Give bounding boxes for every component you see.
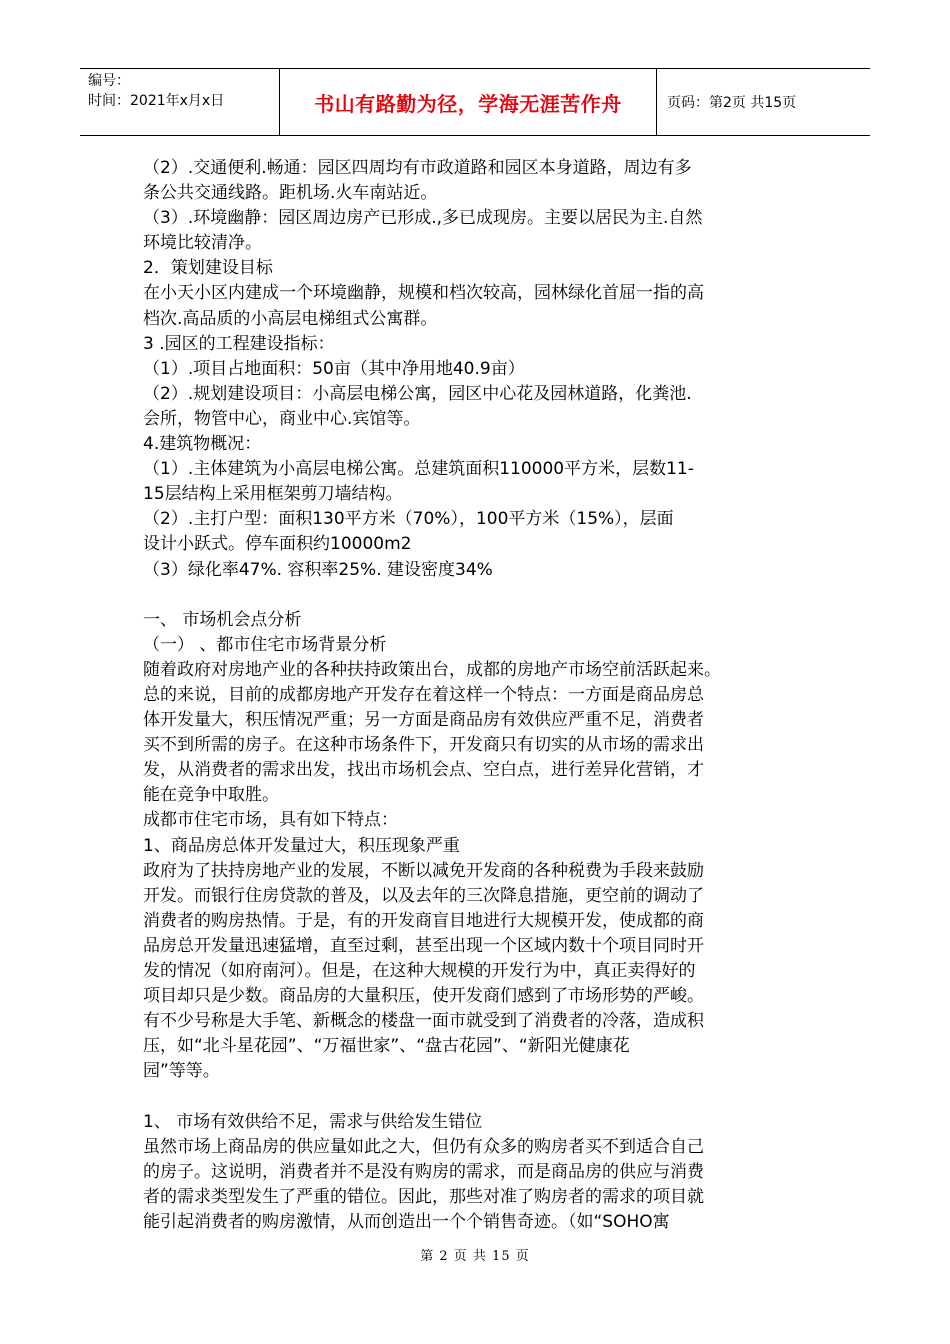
body-line: 15层结构上采用框架剪刀墙结构。 [143,484,403,505]
document-number-label: 编号： [88,73,130,89]
body-line: 条公共交通线路。距机场.火车南站近。 [143,183,438,204]
body-line: 虽然市场上商品房的供应量如此之大，但仍有众多的购房者买不到适合自己 [143,1136,704,1157]
body-line: 开发。而银行住房贷款的普及，以及去年的三次降息措施，更空前的调动了 [143,885,704,906]
blank-line [143,583,823,608]
header-page-info: 页码：第2页 共15页 [667,95,797,111]
body-line: 在小天小区内建成一个环境幽静，规模和档次较高，园林绿化首屈一指的高 [143,283,704,304]
body-line: 政府为了扶持房地产业的发展，不断以减免开发商的各种税费为手段来鼓励 [143,860,704,881]
body-line: 会所，物管中心，商业中心.宾馆等。 [143,408,421,429]
body-line: 成都市住宅市场，具有如下特点： [143,810,398,831]
body-line: 园”等等。 [143,1061,220,1082]
blank-line [143,1084,823,1109]
body-line: （3）绿化率47%. 容积率25%. 建设密度34% [143,559,493,580]
body-line: 1、商品房总体开发量过大，积压现象严重 [143,835,460,856]
body-line: 3 .园区的工程建设指标： [143,333,335,354]
body-line: 能引起消费者的购房激情，从而创造出一个个销售奇迹。（如“SOHO寓 [143,1211,670,1232]
header-motto: 书山有路勤为径，学海无涯苦作舟 [280,69,657,135]
page-footer: 第 2 页 共 15 页 [420,1249,530,1264]
body-line: 品房总开发量迅速猛增，直至过剩，甚至出现一个区域内数十个项目同时开 [143,935,704,956]
body-line: 总的来说，目前的成都房地产开发存在着这样一个特点：一方面是商品房总 [143,684,704,705]
body-line: 压，如“北斗星花园”、“万福世家”、“盘古花园”、“新阳光健康花 [143,1036,630,1057]
body-line: （2）.主打户型：面积130平方米（70%），100平方米（15%），层面 [143,509,674,530]
body-line: 的房子。这说明，消费者并不是没有购房的需求，而是商品房的供应与消费 [143,1161,704,1182]
body-line: 随着政府对房地产业的各种扶持政策出台，成都的房地产市场空前活跃起来。 [143,659,721,680]
document-time-label: 时间：2021年x月x日 [88,93,225,109]
body-line: （1）.主体建筑为小高层电梯公寓。总建筑面积110000平方米，层数11- [143,459,694,480]
body-line: 一、 市场机会点分析 [143,609,302,630]
body-line: 者的需求类型发生了严重的错位。因此，那些对准了购房者的需求的项目就 [143,1186,704,1207]
body-line: （2）.交通便利.畅通：园区四周均有市政道路和园区本身道路，周边有多 [143,158,692,178]
body-line: （一） 、都市住宅市场背景分析 [143,634,387,655]
body-line: 2．策划建设目标 [143,258,273,279]
body-line: （2）.规划建设项目：小高层电梯公寓，园区中心花及园林道路，化粪池. [143,383,692,404]
body-line: 能在竞争中取胜。 [143,785,279,806]
header-meta [80,69,280,135]
body-line: 1、 市场有效供给不足，需求与供给发生错位 [143,1111,483,1132]
body-line: 设计小跃式。停车面积约10000m2 [143,534,412,555]
body-line: 发，从消费者的需求出发，找出市场机会点、空白点，进行差异化营销，才 [143,760,704,781]
document-body [143,156,823,1235]
body-line: （3）.环境幽静：园区周边房产已形成.,多已成现房。主要以居民为主.自然 [143,208,703,229]
body-line: （1）.项目占地面积：50亩（其中净用地40.9亩） [143,358,525,379]
body-line: 消费者的购房热情。于是，有的开发商盲目地进行大规模开发，使成都的商 [143,910,704,931]
body-line: 档次.高品质的小高层电梯组式公寓群。 [143,308,438,329]
body-line: 4.建筑物概况： [143,434,262,455]
page-header [80,68,870,136]
body-line: 项目却只是少数。商品房的大量积压，使开发商们感到了市场形势的严峻。 [143,986,704,1007]
body-line: 发的情况（如府南河）。但是，在这种大规模的开发行为中，真正卖得好的 [143,961,696,981]
body-line: 买不到所需的房子。在这种市场条件下，开发商只有切实的从市场的需求出 [143,735,704,756]
body-line: 环境比较清净。 [143,233,262,254]
body-line: 有不少号称是大手笔、新概念的楼盘一面市就受到了消费者的冷落，造成积 [143,1011,704,1032]
body-line: 体开发量大，积压情况严重；另一方面是商品房有效供应严重不足，消费者 [143,710,704,731]
